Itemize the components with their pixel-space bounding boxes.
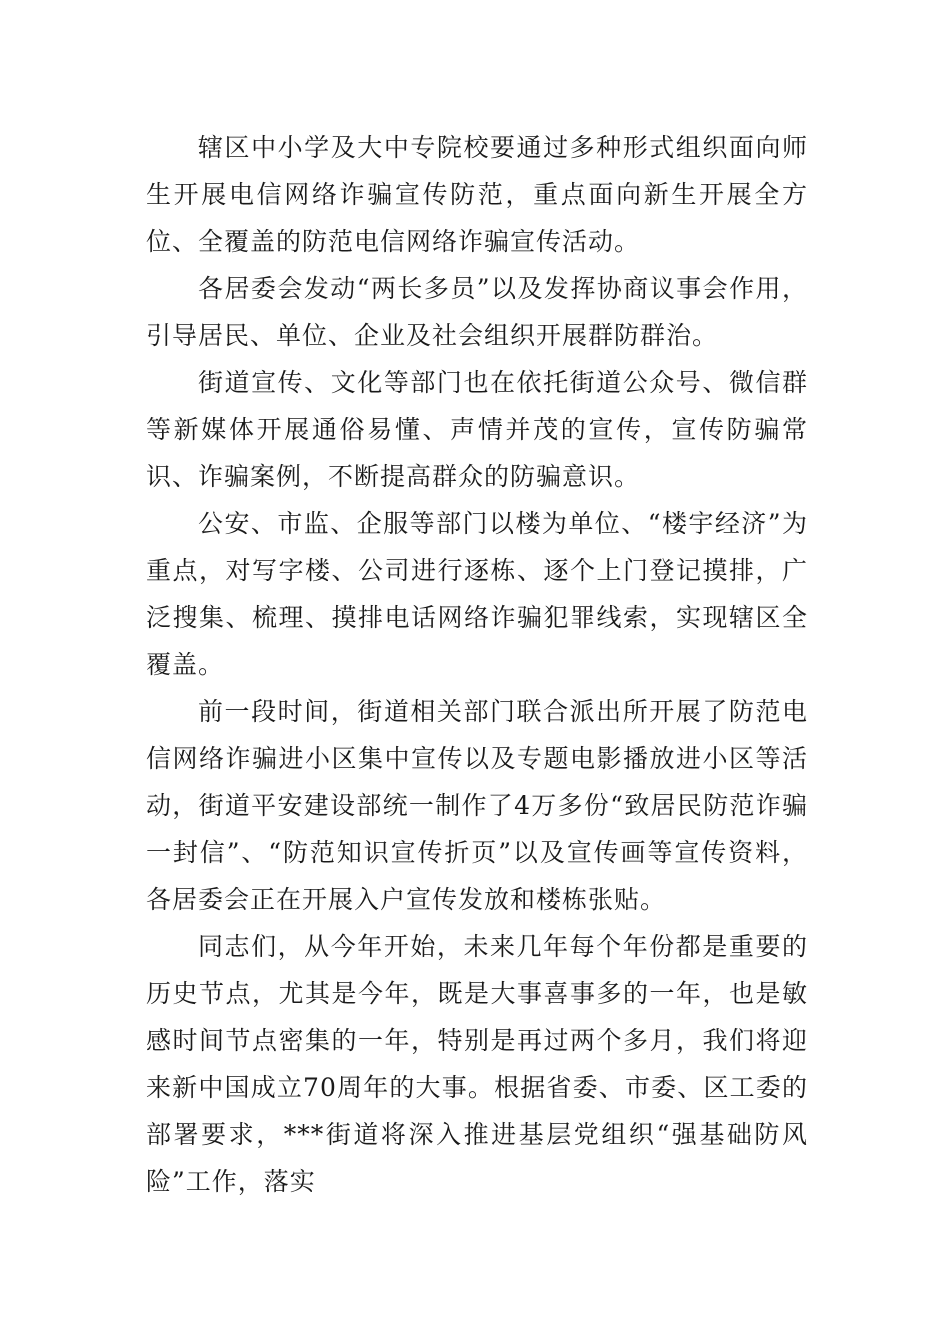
document-body [146,124,808,1205]
paragraph-media-publicity: 街道宣传、文化等部门也在依托街道公众号、微信群等新媒体开展通俗易懂、声情并茂的宣传，宣传防骗常识、诈骗案例，不断提高群众的防骗意识。 [146,368,808,491]
paragraph-school-campaign: 辖区中小学及大中专院校要通过多种形式组织面向师生开展电信网络诈骗宣传防范，重点面向新生开展全方位、全覆盖的防范电信网络诈骗宣传活动。 [146,133,808,256]
paragraph-comrades-address: 同志们，从今年开始，未来几年每个年份都是重要的历史节点，尤其是今年，既是大事喜事多的一年，也是敏感时间节点密集的一年，特别是再过两个多月，我们将迎来新中国成立70周年的大事。根据省委、市委、区工委的部署要求，***街道将深入推进基层党组织“强基础防风险”工作，落实 [146,932,808,1196]
paragraph-community-events: 前一段时间，街道相关部门联合派出所开展了防范电信网络诈骗进小区集中宣传以及专题电影播放进小区等活动，街道平安建设部统一制作了4万多份“致居民防范诈骗一封信”、“防范知识宣传折页”以及宣传画等宣传资料，各居委会正在开展入户宣传发放和楼栋张贴。 [146,697,808,914]
paragraph-building-survey: 公安、市监、企服等部门以楼为单位、“楼宇经济”为重点，对写字楼、公司进行逐栋、逐个上门登记摸排，广泛搜集、梳理、摸排电话网络诈骗犯罪线索，实现辖区全覆盖。 [146,509,808,679]
paragraph-residents-committee: 各居委会发动“两长多员”以及发挥协商议事会作用，引导居民、单位、企业及社会组织开展群防群治。 [146,274,808,350]
